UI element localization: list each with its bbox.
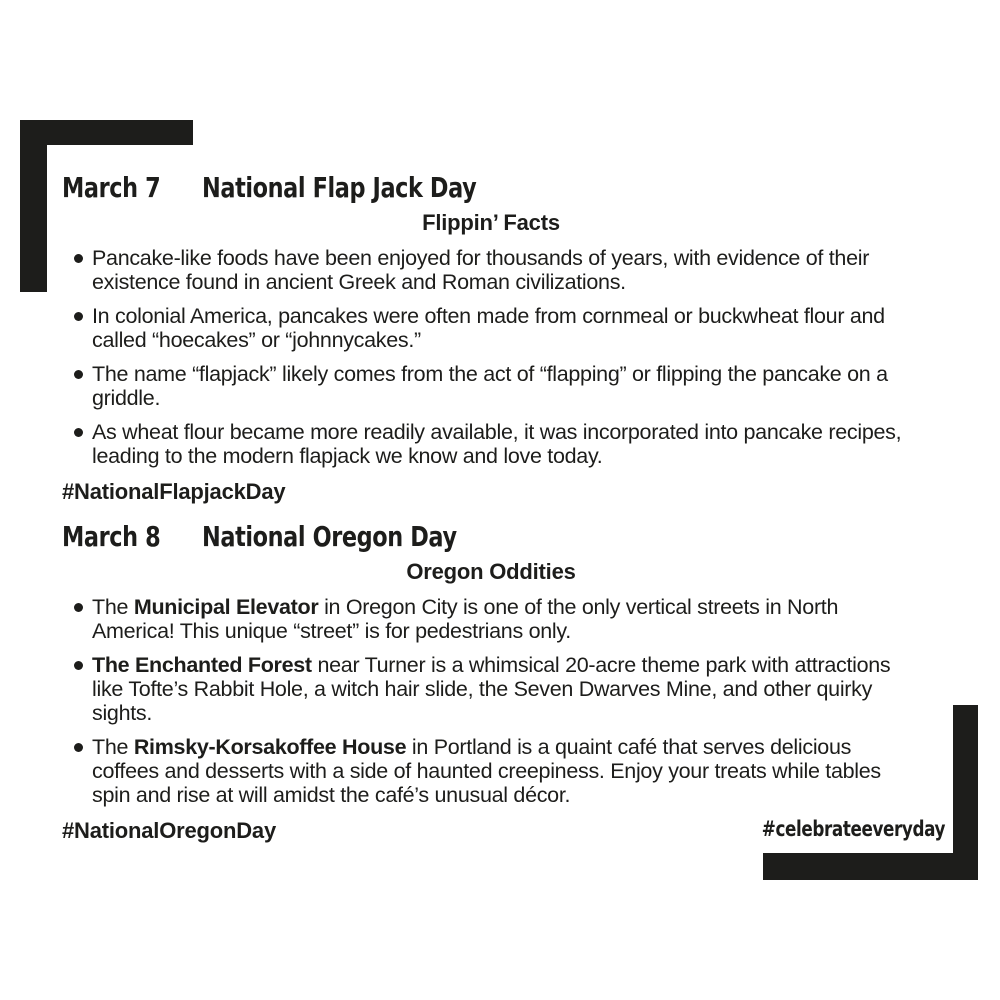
- entry-header: [62, 521, 920, 553]
- bullet-icon: [74, 370, 83, 379]
- bullet-text: The Municipal Elevator in Oregon City is one of the only vertical streets in North America! This unique “street” is for pedestrians only.: [92, 595, 839, 643]
- bullet-text: The name “flapjack” likely comes from the act of “flapping” or flipping the pancake on a griddle.: [92, 362, 888, 410]
- entry-hashtag: #NationalFlapjackDay: [62, 479, 286, 504]
- entry-date: March 8: [62, 520, 161, 553]
- bullet-icon: [74, 661, 83, 670]
- list-item: [62, 595, 920, 643]
- list-item: [62, 246, 920, 294]
- bullet-text: As wheat flour became more readily available, it was incorporated into pancake recipes, leading to the modern flapjack we know and love today.: [92, 420, 902, 468]
- bullet-icon: [74, 743, 83, 752]
- bullet-text: The Enchanted Forest near Turner is a whimsical 20-acre theme park with attractions like Tofte’s Rabbit Hole, a witch hair slide, the Seven Dwarves Mine, and other quirky sights.: [92, 653, 891, 725]
- entry-date: March 7: [62, 171, 161, 204]
- bullet-icon: [74, 312, 83, 321]
- bullet-icon: [74, 254, 83, 263]
- list-item: [62, 304, 920, 352]
- brand-hashtag: #celebrateeveryday: [761, 817, 945, 841]
- entry-subtitle: Flippin’ Facts: [422, 210, 560, 235]
- list-item: [62, 420, 920, 468]
- entry-title: National Flap Jack Day: [202, 171, 477, 204]
- entry-header: [62, 172, 920, 204]
- bullet-icon: [74, 428, 83, 437]
- calendar-page-content: [62, 172, 920, 860]
- bullet-text: Pancake-like foods have been enjoyed for thousands of years, with evidence of their existence found in ancient Greek and Roman civilizations.: [92, 246, 870, 294]
- entry-subtitle: Oregon Oddities: [406, 559, 576, 584]
- entry-march-8: [62, 521, 920, 843]
- bullet-icon: [74, 603, 83, 612]
- list-item: [62, 362, 920, 410]
- bullet-text: In colonial America, pancakes were often made from cornmeal or buckwheat flour and called “hoecakes” or “johnnycakes.”: [92, 304, 885, 352]
- entry-hashtag: #NationalOregonDay: [62, 818, 277, 843]
- list-item: [62, 653, 920, 725]
- entry-march-7: [62, 172, 920, 504]
- bullet-text: The Rimsky-Korsakoffee House in Portland is a quaint café that serves delicious coffees and desserts with a side of haunted creepiness. Enjoy your treats while tables spin and rise at will amidst the café’s unusual décor.: [92, 735, 881, 807]
- list-item: [62, 735, 920, 807]
- entry-title: National Oregon Day: [202, 520, 457, 553]
